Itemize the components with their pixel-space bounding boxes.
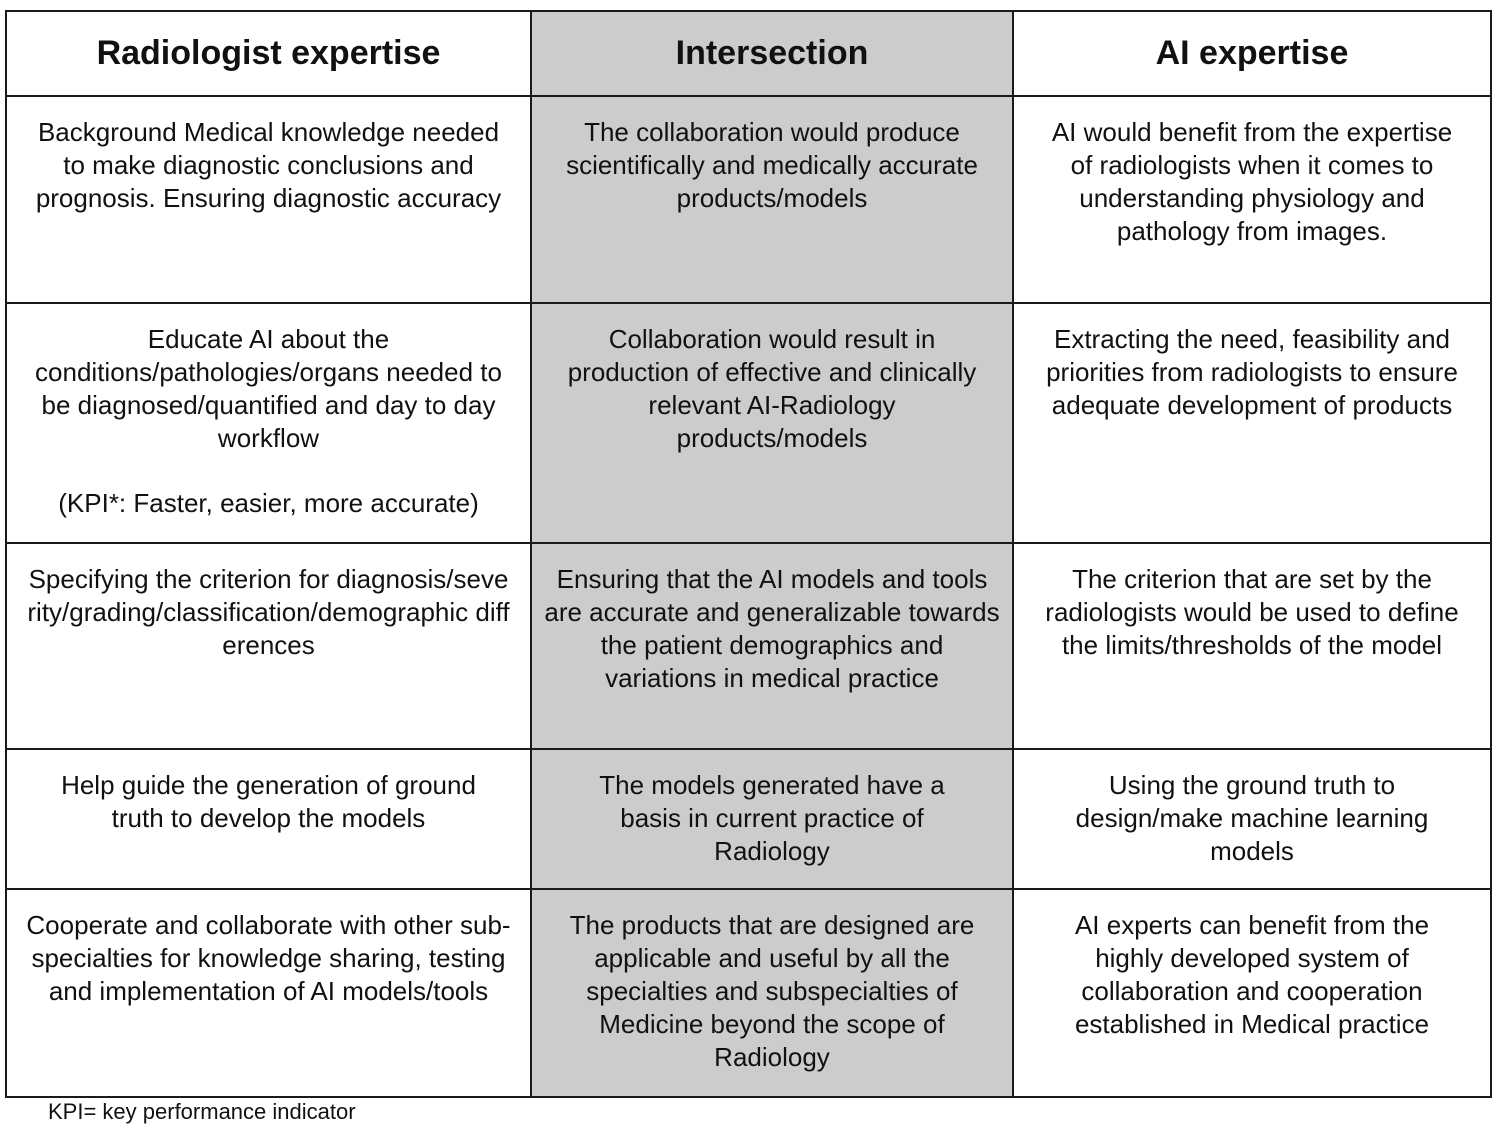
radiologist-cell <box>6 303 531 543</box>
intersection-cell: The collaboration would produce scientifically and medically accurate products/models <box>531 96 1013 303</box>
header-radiologist-expertise: Radiologist expertise <box>6 11 531 96</box>
intersection-cell: The models generated have a basis in current practice of Radiology <box>531 749 1013 889</box>
ai-cell: AI would benefit from the expertise of radiologists when it comes to understanding physiology and pathology from images. <box>1013 96 1491 303</box>
ai-cell: Extracting the need, feasibility and priorities from radiologists to ensure adequate development of products <box>1013 303 1491 543</box>
header-intersection: Intersection <box>531 11 1013 96</box>
radiologist-cell-text: Educate AI about the conditions/pathologies/organs needed to be diagnosed/quantified and day to day workflow <box>35 324 502 453</box>
radiologist-cell: Help guide the generation of ground truth to develop the models <box>6 749 531 889</box>
radiologist-cell: Cooperate and collaborate with other sub-specialties for knowledge sharing, testing and implementation of AI models/tools <box>6 889 531 1097</box>
intersection-cell: The products that are designed are applicable and useful by all the specialties and subspecialties of Medicine beyond the scope of Radiology <box>531 889 1013 1097</box>
radiologist-cell: Specifying the criterion for diagnosis/severity/grading/classification/demographic differences <box>6 543 531 749</box>
table-row <box>6 96 1491 303</box>
table-row <box>6 543 1491 749</box>
kpi-note: (KPI*: Faster, easier, more accurate) <box>58 488 479 518</box>
table-row <box>6 303 1491 543</box>
header-ai-expertise: AI expertise <box>1013 11 1491 96</box>
header-row <box>6 11 1491 96</box>
expertise-table <box>5 10 1492 1098</box>
footnote: KPI= key performance indicator <box>48 1099 356 1124</box>
radiologist-cell: Background Medical knowledge needed to make diagnostic conclusions and prognosis. Ensuring diagnostic accuracy <box>6 96 531 303</box>
intersection-cell: Collaboration would result in production of effective and clinically relevant AI-Radiology products/models <box>531 303 1013 543</box>
table-row <box>6 889 1491 1097</box>
intersection-cell: Ensuring that the AI models and tools are accurate and generalizable towards the patient demographics and variations in medical practice <box>531 543 1013 749</box>
ai-cell: The criterion that are set by the radiologists would be used to define the limits/thresholds of the model <box>1013 543 1491 749</box>
ai-cell: AI experts can benefit from the highly developed system of collaboration and cooperation established in Medical practice <box>1013 889 1491 1097</box>
table-row <box>6 749 1491 889</box>
ai-cell: Using the ground truth to design/make machine learning models <box>1013 749 1491 889</box>
